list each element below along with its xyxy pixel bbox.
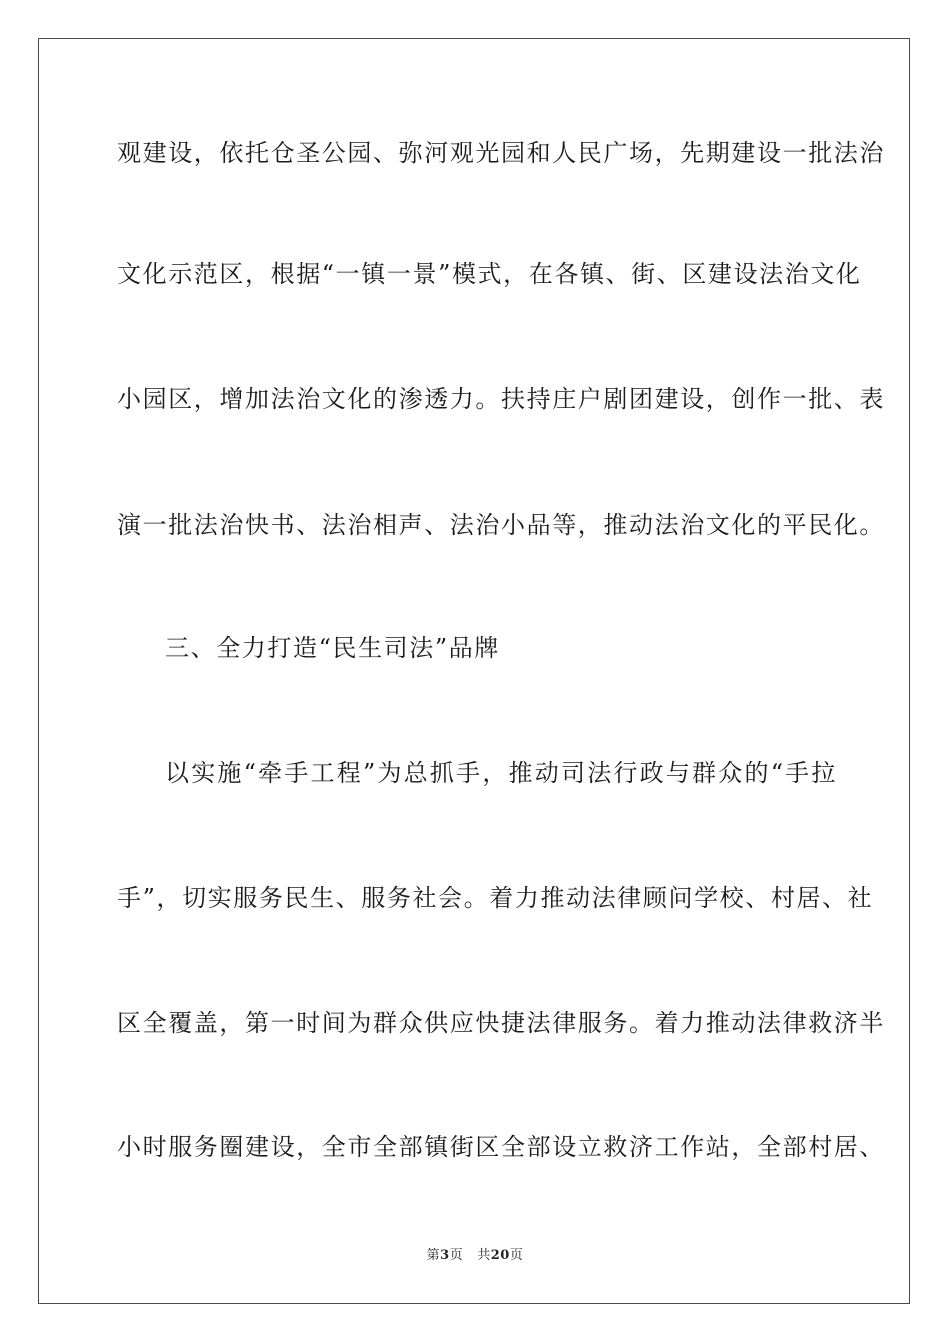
total-prefix: 共 (477, 1248, 491, 1263)
body-text-line: 小园区，增加法治文化的渗透力。扶持庄户剧团建设，创作一批、表 (117, 385, 885, 413)
total-pages: 20 (490, 1248, 510, 1263)
total-suffix: 页 (509, 1248, 524, 1263)
page-footer (0, 1248, 950, 1264)
body-text-line: 区全覆盖，第一时间为群众供应快捷法律服务。着力推动法律救济半 (117, 1009, 885, 1037)
body-text-line: 演一批法治快书、法治相声、法治小品等，推动法治文化的平民化。 (117, 511, 885, 539)
body-text-line: 小时服务圈建设，全市全部镇街区全部设立救济工作站，全部村居、 (117, 1133, 885, 1161)
body-text-line: 观建设，依托仓圣公园、弥河观光园和人民广场，先期建设一批法治 (117, 139, 885, 167)
body-text-line: 文化示范区，根据“一镇一景”模式，在各镇、街、区建设法治文化 (117, 260, 862, 288)
body-text-line: 以实施“牵手工程”为总抓手，推动司法行政与群众的“手拉 (165, 759, 837, 787)
page-suffix: 页 (449, 1248, 464, 1263)
page-prefix: 第 (426, 1248, 441, 1263)
page-border (38, 38, 910, 1304)
section-heading: 三、全力打造“民生司法”品牌 (165, 634, 500, 662)
body-text-line: 手”，切实服务民生、服务社会。着力推动法律顾问学校、村居、社 (117, 884, 874, 912)
page-number: 3 (440, 1248, 450, 1263)
